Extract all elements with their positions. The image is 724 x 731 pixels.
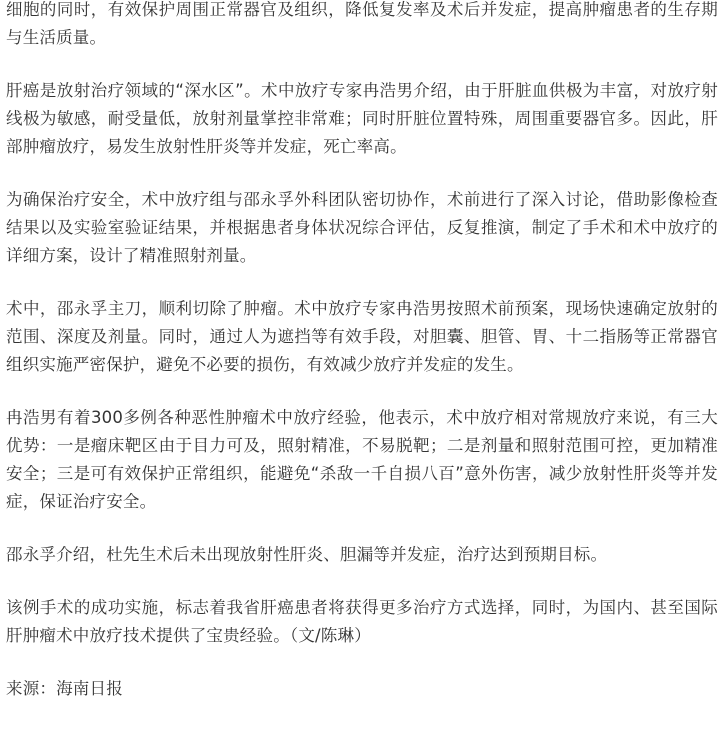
paragraph-5: 冉浩男有着300多例各种恶性肿瘤术中放疗经验，他表示，术中放疗相对常规放疗来说，有三大优势：一是瘤床靶区由于目力可及，照射精准，不易脱靶；二是剂量和照射范围可控，更加精准安全；三是可有效保护正常组织，能避免“杀敌一千自损八百”意外伤害，减少放射性肝炎等并发症，保证治疗安全。 xyxy=(6,408,718,511)
paragraph-3: 为确保治疗安全，术中放疗组与邵永孚外科团队密切协作，术前进行了深入讨论，借助影像检查结果以及实验室验证结果，并根据患者身体状况综合评估，反复推演，制定了手术和术中放疗的详细方案，设计了精准照射剂量。 xyxy=(6,190,718,265)
paragraph-2: 肝癌是放射治疗领域的“深水区”。术中放疗专家冉浩男介绍，由于肝脏血供极为丰富，对放疗射线极为敏感，耐受量低，放射剂量掌控非常难；同时肝脏位置特殊，周围重要器官多。因此，肝部肿瘤放疗，易发生放射性肝炎等并发症，死亡率高。 xyxy=(6,81,718,156)
article-source: 来源：海南日报 xyxy=(6,679,123,698)
paragraph-4: 术中，邵永孚主刀，顺利切除了肿瘤。术中放疗专家冉浩男按照术前预案，现场快速确定放射的范围、深度及剂量。同时，通过人为遮挡等有效手段，对胆囊、胆管、胃、十二指肠等正常器官组织实施严密保护，避免不必要的损伤，有效减少放疗并发症的发生。 xyxy=(6,299,718,374)
paragraph-6: 邵永孚介绍，杜先生术后未出现放射性肝炎、胆漏等并发症，治疗达到预期目标。 xyxy=(6,545,608,564)
paragraph-7: 该例手术的成功实施，标志着我省肝癌患者将获得更多治疗方式选择，同时，为国内、甚至国际肝肿瘤术中放疗技术提供了宝贵经验。（文/陈琳） xyxy=(6,598,718,645)
paragraph-1: 细胞的同时，有效保护周围正常器官及组织，降低复发率及术后并发症，提高肿瘤患者的生存期与生活质量。 xyxy=(6,0,718,47)
